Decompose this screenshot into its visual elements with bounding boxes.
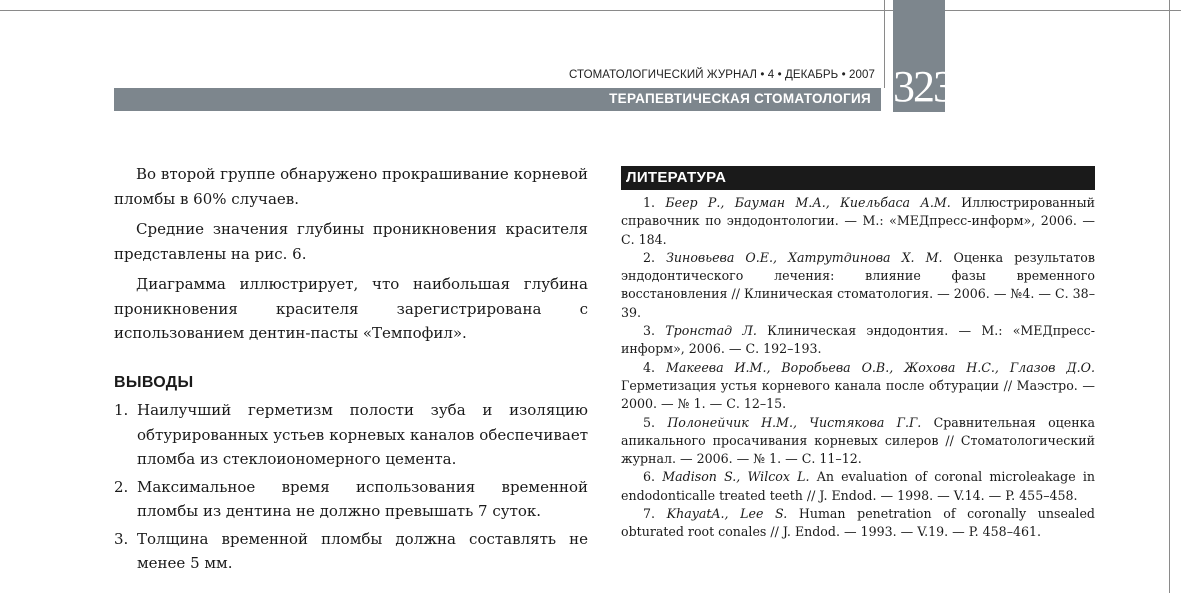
section-title: ТЕРАПЕВТИЧЕСКАЯ СТОМАТОЛОГИЯ [609,91,871,106]
paragraph: Средние значения глубины проникновения красителя представлены на рис. 6. [114,220,588,263]
reference-text: Герметизация устья корневого канала после обтурации // Маэстро. — 2000. — № 1. — С. 12–15. [621,377,1095,412]
reference-text: Оценка результатов эндодонтического лечения: влияние фазы временного восстановления // Клиническая стоматология. — 2006. — №4. — С. 38–39. [621,249,1095,320]
list-number: 3. [114,529,129,548]
reference-number: 5. [643,414,656,430]
paragraph: Во второй группе обнаружено прокрашивание корневой пломбы в 60% случаев. [114,165,588,208]
reference-item [621,505,1095,542]
reference-authors: Madison S., Wilcox L. [662,469,810,485]
conclusions-heading: ВЫВОДЫ [114,373,194,391]
reference-authors: Зиновьева О.Е., Хатрутдинова Х. М. [666,249,943,265]
reference-item [621,468,1095,505]
left-column [114,162,588,579]
crop-mark-top [0,10,1181,11]
journal-line: СТОМАТОЛОГИЧЕСКИЙ ЖУРНАЛ • 4 • ДЕКАБРЬ • 2007 [568,69,875,81]
reference-text: Клиническая эндодонтия. — М.: «МЕДпресс-информ», 2006. — С. 192–193. [621,323,1095,357]
crop-mark-mid [884,0,885,88]
reference-number: 4. [643,359,656,375]
list-number: 1. [114,401,129,419]
page-number: 323 [893,62,953,111]
reference-item [621,194,1095,249]
reference-number: 1. [643,195,656,210]
conclusions-list [114,398,588,576]
list-item [114,527,588,576]
list-text: Толщина временной пломбы должна составлять не менее 5 мм. [137,529,588,572]
reference-authors: KhayatA., Lee S. [666,506,788,522]
reference-text: Сравнительная оценка апикального просачивания корневых силеров // Стоматологический журнал. — 2006. — № 1. — С. 11–12. [621,414,1095,467]
reference-authors: Тронстад Л. [665,323,757,339]
reference-authors: Беер Р., Бауман М.А., Киельбаса А.М. [665,195,951,210]
reference-authors: Макеева И.М., Воробьева О.В., Жохова Н.С., Глазов Д.О. [665,359,1095,375]
reference-item [621,359,1095,414]
reference-number: 7. [643,506,656,522]
reference-authors: Полонейчик Н.М., Чистякова Г.Г. [667,414,922,430]
list-text: Максимальное время использования временной пломбы из дентина не должно превышать 7 суток. [137,477,588,520]
crop-mark-right [1169,0,1170,593]
references-list [621,194,1095,542]
list-item [114,398,588,472]
paragraph: Диаграмма иллюстрирует, что наибольшая глубина проникновения красителя зарегистрирована с использованием дентин-пасты «Темпофил». [114,275,588,342]
reference-item [621,414,1095,469]
reference-number: 3. [643,323,656,339]
reference-number: 6. [643,469,656,485]
reference-text: An evaluation of coronal microleakage in endodonticalle treated teeth // J. Endod. — 1998. — V.14. — P. 455–458. [621,469,1095,503]
list-number: 2. [114,477,129,496]
list-item [114,475,588,524]
reference-item [621,249,1095,322]
reference-number: 2. [643,249,656,265]
reference-item [621,322,1095,359]
section-bar [114,88,881,111]
list-text: Наилучший герметизм полости зуба и изоляцию обтурированных устьев корневых каналов обеспечивает пломба из стеклоиономерного цемента. [137,401,588,468]
reference-text: Иллюстрированный справочник по эндодонтологии. — М.: «МЕДпресс-информ», 2006. — С. 184. [621,195,1095,247]
reference-text: Human penetration of coronally unsealed obturated root conales // J. Endod. — 1993. — V.19. — P. 458–461. [621,506,1095,540]
references-heading-bar [621,166,1095,190]
references-heading: ЛИТЕРАТУРА [626,169,727,186]
